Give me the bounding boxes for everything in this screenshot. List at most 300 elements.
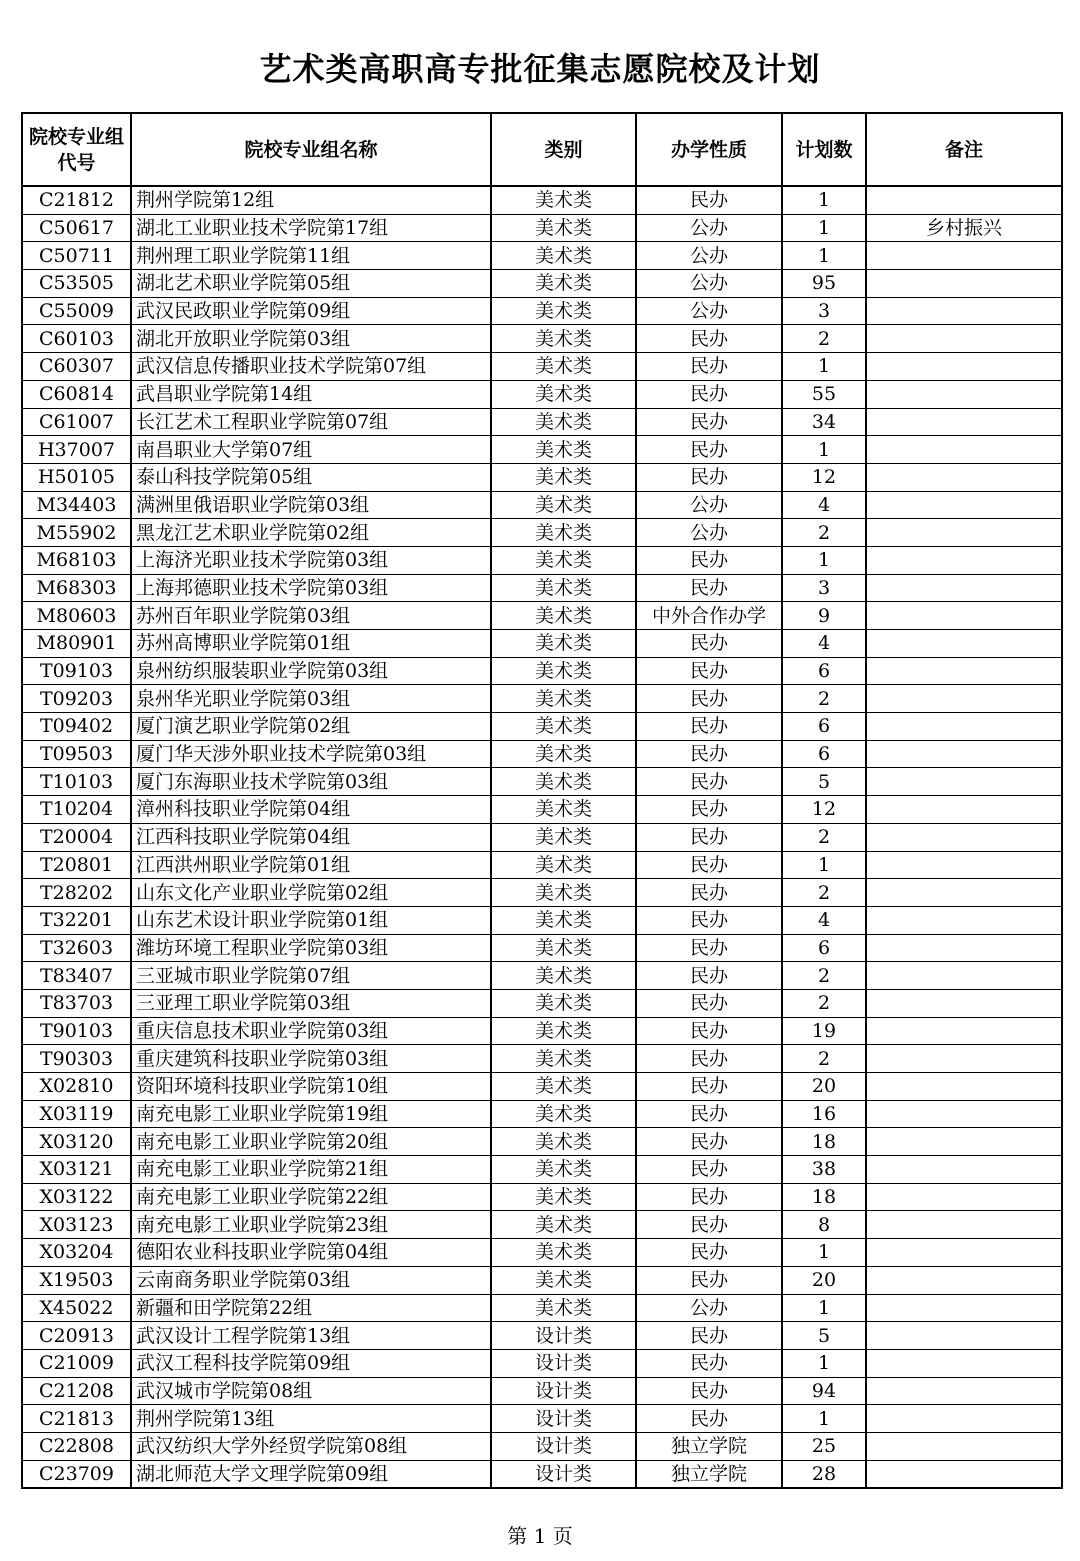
cell-category: 美术类 xyxy=(491,408,636,436)
cell-nature: 民办 xyxy=(636,906,782,934)
cell-count: 18 xyxy=(782,1183,866,1211)
cell-count: 55 xyxy=(782,380,866,408)
cell-count: 6 xyxy=(782,657,866,685)
cell-note xyxy=(866,436,1062,464)
cell-count: 1 xyxy=(782,1294,866,1322)
cell-code: X03123 xyxy=(22,1211,131,1239)
cell-note xyxy=(866,297,1062,325)
cell-note xyxy=(866,796,1062,824)
cell-code: T20004 xyxy=(22,823,131,851)
cell-name: 南充电影工业职业学院第23组 xyxy=(131,1211,491,1239)
cell-name: 厦门演艺职业学院第02组 xyxy=(131,713,491,741)
cell-code: T32201 xyxy=(22,906,131,934)
cell-nature: 民办 xyxy=(636,1073,782,1101)
cell-name: 德阳农业科技职业学院第04组 xyxy=(131,1239,491,1267)
header-row xyxy=(22,113,1062,186)
header-category: 类别 xyxy=(491,113,636,186)
table-row xyxy=(22,463,1062,491)
cell-nature: 民办 xyxy=(636,186,782,214)
cell-note xyxy=(866,1266,1062,1294)
cell-code: X45022 xyxy=(22,1294,131,1322)
table-row xyxy=(22,713,1062,741)
table-row xyxy=(22,574,1062,602)
cell-name: 湖北开放职业学院第03组 xyxy=(131,325,491,353)
cell-note xyxy=(866,740,1062,768)
cell-nature: 民办 xyxy=(636,1322,782,1350)
table-row xyxy=(22,962,1062,990)
cell-code: X03121 xyxy=(22,1156,131,1184)
table-row xyxy=(22,297,1062,325)
cell-nature: 民办 xyxy=(636,962,782,990)
table-row xyxy=(22,214,1062,242)
cell-count: 2 xyxy=(782,685,866,713)
cell-code: T09203 xyxy=(22,685,131,713)
cell-count: 1 xyxy=(782,436,866,464)
cell-count: 1 xyxy=(782,186,866,214)
cell-name: 南充电影工业职业学院第19组 xyxy=(131,1100,491,1128)
cell-category: 美术类 xyxy=(491,1294,636,1322)
cell-note xyxy=(866,989,1062,1017)
cell-note xyxy=(866,713,1062,741)
cell-count: 4 xyxy=(782,906,866,934)
cell-code: C20913 xyxy=(22,1322,131,1350)
cell-count: 20 xyxy=(782,1073,866,1101)
cell-name: 厦门华天涉外职业技术学院第03组 xyxy=(131,740,491,768)
cell-count: 6 xyxy=(782,713,866,741)
cell-nature: 民办 xyxy=(636,879,782,907)
table-row xyxy=(22,879,1062,907)
cell-category: 美术类 xyxy=(491,1183,636,1211)
cell-name: 上海邦德职业技术学院第03组 xyxy=(131,574,491,602)
cell-category: 设计类 xyxy=(491,1377,636,1405)
cell-nature: 民办 xyxy=(636,1017,782,1045)
cell-code: H37007 xyxy=(22,436,131,464)
table-row xyxy=(22,1266,1062,1294)
table-row xyxy=(22,1183,1062,1211)
table-row xyxy=(22,1100,1062,1128)
cell-count: 34 xyxy=(782,408,866,436)
cell-nature: 公办 xyxy=(636,491,782,519)
header-code: 院校专业组代号 xyxy=(22,113,131,186)
cell-category: 美术类 xyxy=(491,796,636,824)
table-row xyxy=(22,1156,1062,1184)
cell-count: 6 xyxy=(782,740,866,768)
cell-category: 美术类 xyxy=(491,436,636,464)
cell-category: 美术类 xyxy=(491,1156,636,1184)
cell-category: 美术类 xyxy=(491,214,636,242)
cell-code: C60307 xyxy=(22,353,131,381)
cell-count: 5 xyxy=(782,1322,866,1350)
table-row xyxy=(22,768,1062,796)
cell-count: 2 xyxy=(782,823,866,851)
cell-code: M68103 xyxy=(22,546,131,574)
cell-note xyxy=(866,934,1062,962)
cell-count: 28 xyxy=(782,1460,866,1488)
cell-code: X19503 xyxy=(22,1266,131,1294)
cell-code: X03119 xyxy=(22,1100,131,1128)
cell-nature: 民办 xyxy=(636,463,782,491)
cell-name: 湖北师范大学文理学院第09组 xyxy=(131,1460,491,1488)
cell-name: 新疆和田学院第22组 xyxy=(131,1294,491,1322)
cell-count: 4 xyxy=(782,630,866,658)
cell-category: 美术类 xyxy=(491,740,636,768)
table-row xyxy=(22,1045,1062,1073)
cell-count: 3 xyxy=(782,297,866,325)
cell-name: 上海济光职业技术学院第03组 xyxy=(131,546,491,574)
cell-category: 美术类 xyxy=(491,353,636,381)
cell-count: 8 xyxy=(782,1211,866,1239)
cell-note xyxy=(866,768,1062,796)
cell-category: 美术类 xyxy=(491,1073,636,1101)
cell-code: T90103 xyxy=(22,1017,131,1045)
cell-nature: 独立学院 xyxy=(636,1432,782,1460)
cell-code: T10204 xyxy=(22,796,131,824)
cell-nature: 民办 xyxy=(636,1239,782,1267)
cell-note xyxy=(866,463,1062,491)
table-row xyxy=(22,796,1062,824)
cell-note xyxy=(866,1045,1062,1073)
cell-code: C21009 xyxy=(22,1349,131,1377)
cell-note xyxy=(866,962,1062,990)
cell-note xyxy=(866,1294,1062,1322)
cell-category: 美术类 xyxy=(491,602,636,630)
cell-category: 美术类 xyxy=(491,823,636,851)
cell-nature: 公办 xyxy=(636,214,782,242)
cell-count: 1 xyxy=(782,353,866,381)
cell-nature: 民办 xyxy=(636,1045,782,1073)
page-title: 艺术类高职高专批征集志愿院校及计划 xyxy=(259,50,821,88)
cell-count: 1 xyxy=(782,242,866,270)
cell-code: M34403 xyxy=(22,491,131,519)
cell-nature: 民办 xyxy=(636,1128,782,1156)
cell-nature: 民办 xyxy=(636,325,782,353)
cell-name: 武汉工程科技学院第09组 xyxy=(131,1349,491,1377)
cell-name: 苏州百年职业学院第03组 xyxy=(131,602,491,630)
plan-table xyxy=(21,112,1063,1489)
cell-name: 山东艺术设计职业学院第01组 xyxy=(131,906,491,934)
cell-category: 美术类 xyxy=(491,1266,636,1294)
cell-category: 美术类 xyxy=(491,879,636,907)
cell-nature: 民办 xyxy=(636,657,782,685)
cell-note xyxy=(866,1349,1062,1377)
cell-category: 设计类 xyxy=(491,1349,636,1377)
cell-count: 1 xyxy=(782,1405,866,1433)
table-row xyxy=(22,491,1062,519)
cell-name: 重庆信息技术职业学院第03组 xyxy=(131,1017,491,1045)
cell-count: 12 xyxy=(782,796,866,824)
header-nature: 办学性质 xyxy=(636,113,782,186)
table-row xyxy=(22,1432,1062,1460)
cell-category: 美术类 xyxy=(491,962,636,990)
cell-name: 湖北工业职业技术学院第17组 xyxy=(131,214,491,242)
cell-name: 江西洪州职业学院第01组 xyxy=(131,851,491,879)
cell-nature: 公办 xyxy=(636,1294,782,1322)
cell-note xyxy=(866,685,1062,713)
cell-name: 南充电影工业职业学院第22组 xyxy=(131,1183,491,1211)
cell-code: C50711 xyxy=(22,242,131,270)
cell-category: 美术类 xyxy=(491,1100,636,1128)
cell-name: 泰山科技学院第05组 xyxy=(131,463,491,491)
cell-name: 满洲里俄语职业学院第03组 xyxy=(131,491,491,519)
cell-note xyxy=(866,1405,1062,1433)
cell-nature: 民办 xyxy=(636,353,782,381)
cell-count: 16 xyxy=(782,1100,866,1128)
cell-nature: 民办 xyxy=(636,713,782,741)
cell-note xyxy=(866,380,1062,408)
page-number: 第 1 页 xyxy=(507,1524,573,1548)
cell-name: 山东文化产业职业学院第02组 xyxy=(131,879,491,907)
cell-category: 美术类 xyxy=(491,380,636,408)
cell-category: 美术类 xyxy=(491,906,636,934)
cell-note xyxy=(866,353,1062,381)
cell-count: 18 xyxy=(782,1128,866,1156)
cell-nature: 民办 xyxy=(636,989,782,1017)
cell-category: 设计类 xyxy=(491,1460,636,1488)
cell-nature: 民办 xyxy=(636,546,782,574)
cell-note xyxy=(866,186,1062,214)
cell-nature: 民办 xyxy=(636,1377,782,1405)
cell-nature: 公办 xyxy=(636,242,782,270)
table-row xyxy=(22,685,1062,713)
cell-note xyxy=(866,1073,1062,1101)
cell-nature: 民办 xyxy=(636,740,782,768)
cell-name: 武汉设计工程学院第13组 xyxy=(131,1322,491,1350)
cell-nature: 民办 xyxy=(636,1183,782,1211)
cell-code: T28202 xyxy=(22,879,131,907)
cell-note xyxy=(866,574,1062,602)
cell-count: 20 xyxy=(782,1266,866,1294)
table-row xyxy=(22,519,1062,547)
cell-code: T10103 xyxy=(22,768,131,796)
cell-count: 25 xyxy=(782,1432,866,1460)
cell-nature: 民办 xyxy=(636,380,782,408)
cell-name: 荆州学院第13组 xyxy=(131,1405,491,1433)
cell-count: 95 xyxy=(782,270,866,298)
cell-count: 2 xyxy=(782,519,866,547)
cell-count: 9 xyxy=(782,602,866,630)
cell-name: 重庆建筑科技职业学院第03组 xyxy=(131,1045,491,1073)
cell-nature: 独立学院 xyxy=(636,1460,782,1488)
cell-nature: 公办 xyxy=(636,297,782,325)
cell-count: 94 xyxy=(782,1377,866,1405)
table-row xyxy=(22,657,1062,685)
cell-nature: 民办 xyxy=(636,851,782,879)
cell-name: 长江艺术工程职业学院第07组 xyxy=(131,408,491,436)
cell-count: 1 xyxy=(782,1239,866,1267)
cell-count: 6 xyxy=(782,934,866,962)
cell-note xyxy=(866,602,1062,630)
cell-code: H50105 xyxy=(22,463,131,491)
cell-name: 荆州学院第12组 xyxy=(131,186,491,214)
cell-name: 资阳环境科技职业学院第10组 xyxy=(131,1073,491,1101)
cell-count: 4 xyxy=(782,491,866,519)
cell-category: 美术类 xyxy=(491,851,636,879)
cell-nature: 民办 xyxy=(636,1211,782,1239)
table-row xyxy=(22,546,1062,574)
table-row xyxy=(22,325,1062,353)
cell-category: 美术类 xyxy=(491,463,636,491)
cell-category: 美术类 xyxy=(491,1045,636,1073)
cell-note xyxy=(866,1128,1062,1156)
cell-category: 美术类 xyxy=(491,768,636,796)
cell-category: 美术类 xyxy=(491,297,636,325)
cell-category: 美术类 xyxy=(491,574,636,602)
cell-name: 三亚城市职业学院第07组 xyxy=(131,962,491,990)
cell-code: T32603 xyxy=(22,934,131,962)
table-row xyxy=(22,1239,1062,1267)
table-row xyxy=(22,1211,1062,1239)
table-row xyxy=(22,353,1062,381)
cell-name: 苏州高博职业学院第01组 xyxy=(131,630,491,658)
cell-note: 乡村振兴 xyxy=(866,214,1062,242)
cell-note xyxy=(866,1100,1062,1128)
cell-note xyxy=(866,1156,1062,1184)
cell-name: 漳州科技职业学院第04组 xyxy=(131,796,491,824)
table-row xyxy=(22,1405,1062,1433)
cell-code: C21812 xyxy=(22,186,131,214)
table-row xyxy=(22,1349,1062,1377)
cell-code: M55902 xyxy=(22,519,131,547)
table-row xyxy=(22,1073,1062,1101)
cell-note xyxy=(866,1017,1062,1045)
cell-category: 美术类 xyxy=(491,713,636,741)
cell-code: T83703 xyxy=(22,989,131,1017)
cell-code: X03120 xyxy=(22,1128,131,1156)
table-header xyxy=(22,113,1062,186)
cell-note xyxy=(866,1322,1062,1350)
cell-note xyxy=(866,408,1062,436)
cell-count: 2 xyxy=(782,1045,866,1073)
cell-nature: 公办 xyxy=(636,270,782,298)
cell-code: T20801 xyxy=(22,851,131,879)
cell-note xyxy=(866,851,1062,879)
cell-category: 美术类 xyxy=(491,934,636,962)
cell-nature: 民办 xyxy=(636,1100,782,1128)
cell-category: 美术类 xyxy=(491,1128,636,1156)
cell-nature: 民办 xyxy=(636,1266,782,1294)
cell-count: 2 xyxy=(782,325,866,353)
table-row xyxy=(22,380,1062,408)
cell-code: M68303 xyxy=(22,574,131,602)
table-row xyxy=(22,270,1062,298)
table-row xyxy=(22,740,1062,768)
cell-note xyxy=(866,491,1062,519)
cell-category: 美术类 xyxy=(491,270,636,298)
cell-count: 5 xyxy=(782,768,866,796)
cell-name: 武汉民政职业学院第09组 xyxy=(131,297,491,325)
cell-count: 12 xyxy=(782,463,866,491)
table-row xyxy=(22,602,1062,630)
cell-name: 武汉信息传播职业技术学院第07组 xyxy=(131,353,491,381)
cell-category: 美术类 xyxy=(491,186,636,214)
cell-code: T83407 xyxy=(22,962,131,990)
cell-note xyxy=(866,1211,1062,1239)
table-row xyxy=(22,851,1062,879)
cell-nature: 民办 xyxy=(636,796,782,824)
cell-nature: 民办 xyxy=(636,934,782,962)
cell-code: M80901 xyxy=(22,630,131,658)
table-row xyxy=(22,934,1062,962)
cell-name: 湖北艺术职业学院第05组 xyxy=(131,270,491,298)
cell-name: 武汉城市学院第08组 xyxy=(131,1377,491,1405)
cell-note xyxy=(866,546,1062,574)
cell-category: 美术类 xyxy=(491,325,636,353)
cell-category: 设计类 xyxy=(491,1405,636,1433)
cell-note xyxy=(866,270,1062,298)
cell-note xyxy=(866,242,1062,270)
cell-code: T09103 xyxy=(22,657,131,685)
cell-note xyxy=(866,823,1062,851)
cell-name: 荆州理工职业学院第11组 xyxy=(131,242,491,270)
table-row xyxy=(22,436,1062,464)
cell-category: 美术类 xyxy=(491,491,636,519)
cell-name: 南昌职业大学第07组 xyxy=(131,436,491,464)
header-note: 备注 xyxy=(866,113,1062,186)
cell-code: C61007 xyxy=(22,408,131,436)
cell-note xyxy=(866,630,1062,658)
cell-name: 南充电影工业职业学院第20组 xyxy=(131,1128,491,1156)
table-row xyxy=(22,1128,1062,1156)
cell-note xyxy=(866,1183,1062,1211)
cell-count: 1 xyxy=(782,851,866,879)
cell-nature: 中外合作办学 xyxy=(636,602,782,630)
cell-name: 江西科技职业学院第04组 xyxy=(131,823,491,851)
cell-name: 云南商务职业学院第03组 xyxy=(131,1266,491,1294)
cell-category: 美术类 xyxy=(491,685,636,713)
cell-nature: 民办 xyxy=(636,574,782,602)
cell-name: 泉州纺织服装职业学院第03组 xyxy=(131,657,491,685)
cell-count: 1 xyxy=(782,1349,866,1377)
table-row xyxy=(22,186,1062,214)
table-row xyxy=(22,242,1062,270)
cell-code: X03204 xyxy=(22,1239,131,1267)
cell-name: 潍坊环境工程职业学院第03组 xyxy=(131,934,491,962)
header-count: 计划数 xyxy=(782,113,866,186)
table-body xyxy=(22,186,1062,1488)
cell-count: 1 xyxy=(782,214,866,242)
cell-code: C23709 xyxy=(22,1460,131,1488)
cell-category: 美术类 xyxy=(491,989,636,1017)
table-row xyxy=(22,408,1062,436)
table-row xyxy=(22,1377,1062,1405)
table-row xyxy=(22,1017,1062,1045)
table-row xyxy=(22,630,1062,658)
table-row xyxy=(22,989,1062,1017)
cell-count: 3 xyxy=(782,574,866,602)
table-row xyxy=(22,1460,1062,1488)
cell-nature: 民办 xyxy=(636,408,782,436)
cell-code: X02810 xyxy=(22,1073,131,1101)
cell-count: 2 xyxy=(782,962,866,990)
cell-note xyxy=(866,1239,1062,1267)
cell-code: C21813 xyxy=(22,1405,131,1433)
cell-count: 38 xyxy=(782,1156,866,1184)
cell-count: 2 xyxy=(782,989,866,1017)
cell-name: 武汉纺织大学外经贸学院第08组 xyxy=(131,1432,491,1460)
cell-code: C60814 xyxy=(22,380,131,408)
cell-name: 厦门东海职业技术学院第03组 xyxy=(131,768,491,796)
cell-count: 19 xyxy=(782,1017,866,1045)
cell-category: 美术类 xyxy=(491,1211,636,1239)
cell-note xyxy=(866,657,1062,685)
cell-nature: 民办 xyxy=(636,630,782,658)
cell-nature: 民办 xyxy=(636,685,782,713)
cell-nature: 公办 xyxy=(636,519,782,547)
cell-category: 美术类 xyxy=(491,242,636,270)
cell-category: 设计类 xyxy=(491,1322,636,1350)
cell-code: C55009 xyxy=(22,297,131,325)
cell-category: 美术类 xyxy=(491,546,636,574)
